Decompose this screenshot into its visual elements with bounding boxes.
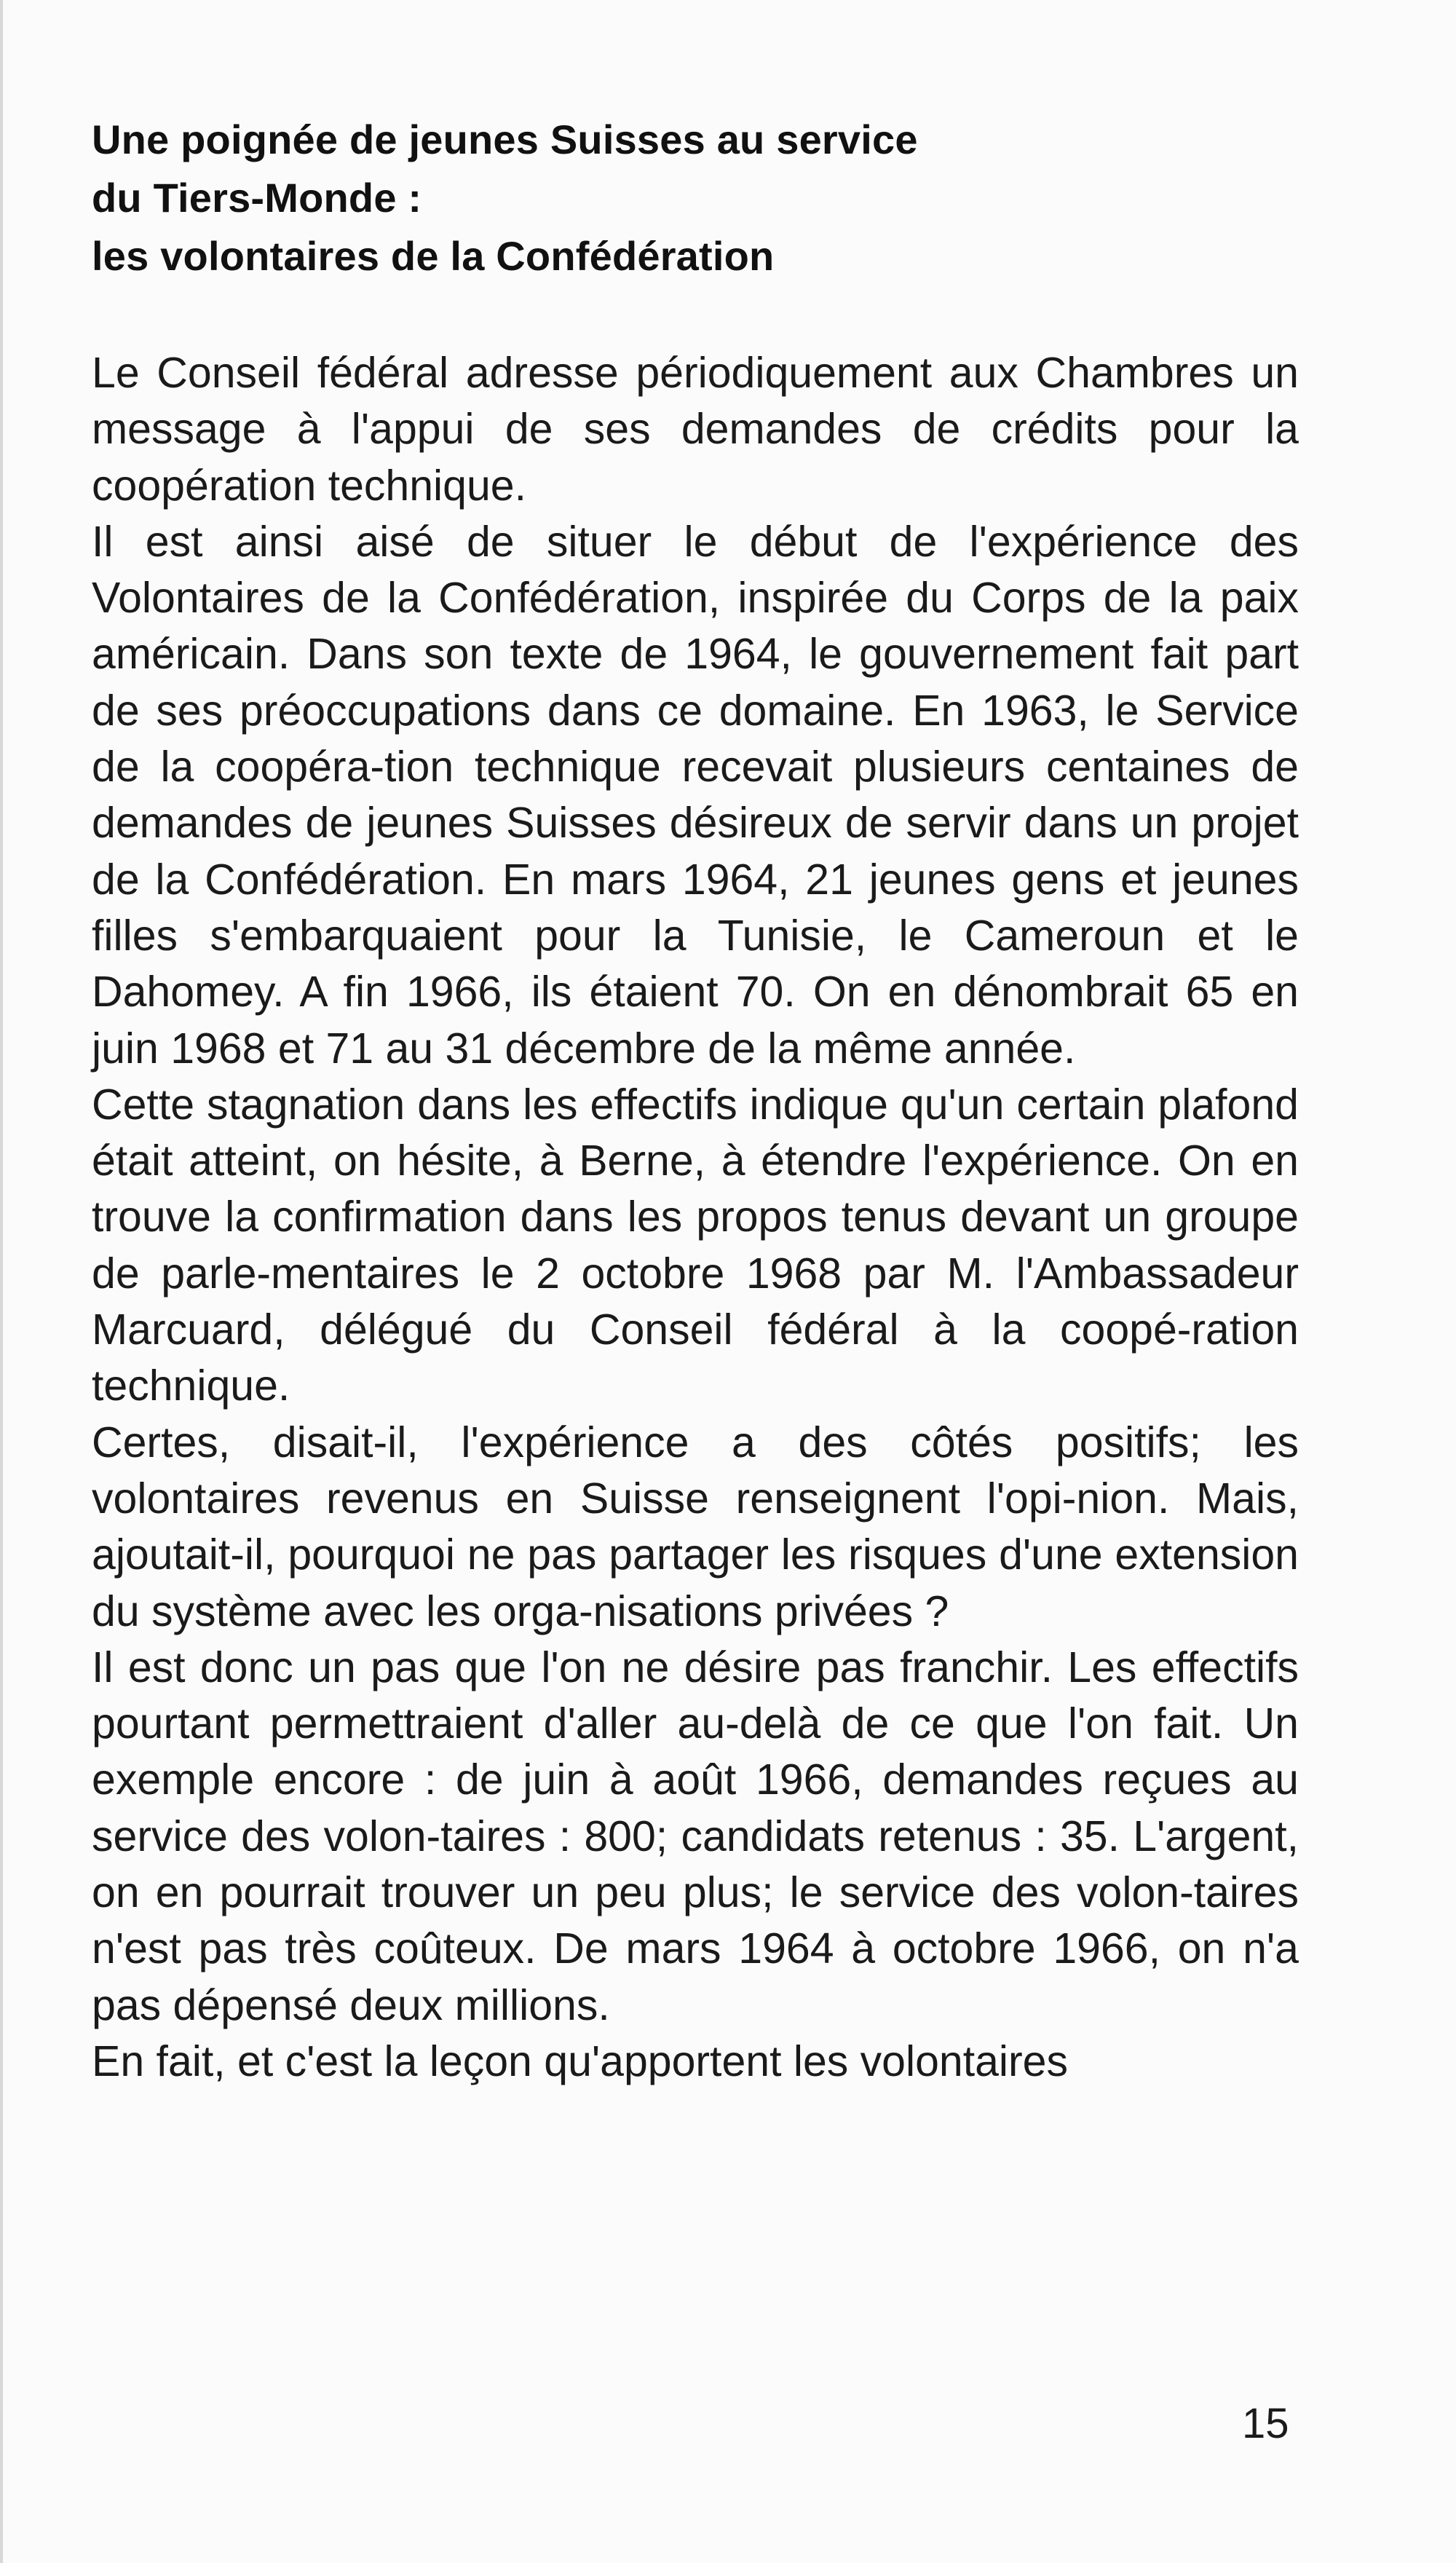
- article-heading: [92, 111, 1299, 285]
- paragraph: Le Conseil fédéral adresse périodiquement aux Chambres un message à l'appui de ses demandes de crédits pour la coopération technique.: [92, 349, 1299, 510]
- heading-line: les volontaires de la Confédération: [92, 233, 775, 279]
- paragraph: Certes, disait-il, l'expérience a des côtés positifs; les volontaires revenus en Suisse renseignent l'opi-nion. Mais, ajoutait-il, pourquoi ne pas partager les risques d'une extension du système avec les orga-nisations privées ?: [92, 1418, 1299, 1635]
- page-number: 15: [1242, 2400, 1289, 2447]
- paragraph: Il est ainsi aisé de situer le début de l'expérience des Volontaires de la Confédération, inspirée du Corps de la paix américain. Dans son texte de 1964, le gouvernement fait part de ses préoccupations dans ce domaine. En 1963, le Service de la coopéra-tion technique recevait plusieurs centaines de demandes de jeunes Suisses désireux de servir dans un projet de la Confédération. En mars 1964, 21 jeunes gens et jeunes filles s'embarquaient pour la Tunisie, le Cameroun et le Dahomey. A fin 1966, ils étaient 70. On en dénombrait 65 en juin 1968 et 71 au 31 décembre de la même année.: [92, 517, 1299, 1073]
- heading-line: Une poignée de jeunes Suisses au service: [92, 116, 918, 162]
- document-page: [92, 111, 1299, 2090]
- article-body: [92, 345, 1299, 2090]
- paragraph: En fait, et c'est la leçon qu'apportent les volontaires: [92, 2037, 1068, 2085]
- paragraph: Il est donc un pas que l'on ne désire pas franchir. Les effectifs pourtant permettraient d'aller au-delà de ce que l'on fait. Un exemple encore : de juin à août 1966, demandes reçues au service des volon-taires : 800; candidats retenus : 35. L'argent, on en pourrait trouver un peu plus; le service des volon-taires n'est pas très coûteux. De mars 1964 à octobre 1966, on n'a pas dépensé deux millions.: [92, 1643, 1299, 2029]
- paragraph: Cette stagnation dans les effectifs indique qu'un certain plafond était atteint, on hésite, à Berne, à étendre l'expérience. On en trouve la confirmation dans les propos tenus devant un groupe de parle-mentaires le 2 octobre 1968 par M. l'Ambassadeur Marcuard, délégué du Conseil fédéral à la coopé-ration technique.: [92, 1080, 1299, 1410]
- page-edge-shadow: [0, 0, 3, 2563]
- heading-line: du Tiers-Monde :: [92, 175, 422, 221]
